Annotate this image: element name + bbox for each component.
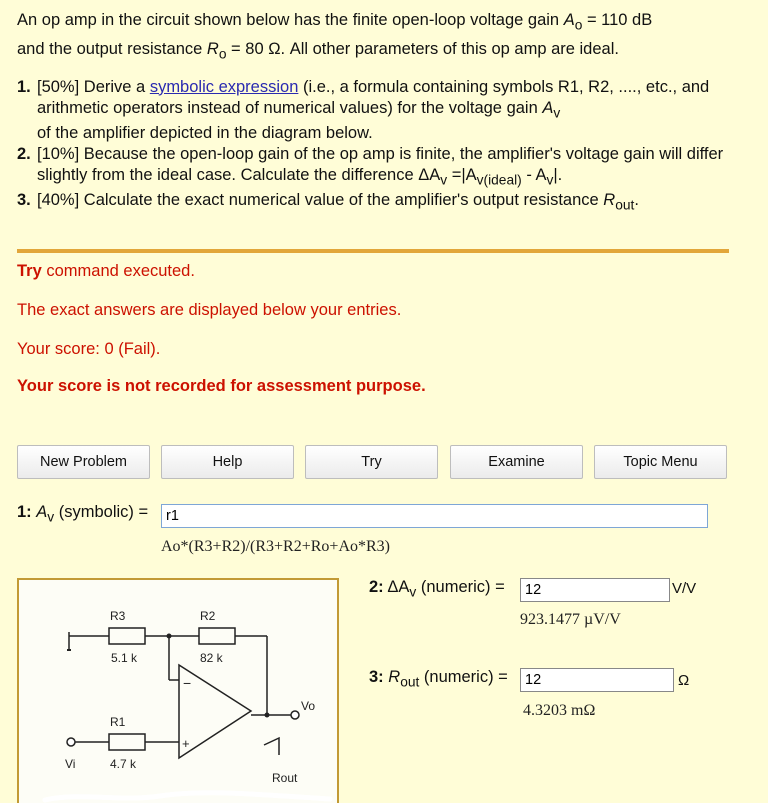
- resistor-r3: [109, 628, 145, 644]
- try-status-message: Try command executed.: [17, 262, 195, 280]
- circuit-diagram: [17, 578, 339, 803]
- symbolic-expression-link[interactable]: symbolic expression: [149, 77, 299, 96]
- task-3: 3. [40%] Calculate the exact numerical value of the amplifier's output resistance $R_{out}$.: [17, 191, 639, 213]
- r2-value: 82 k: [200, 651, 223, 665]
- task-list: [17, 77, 757, 216]
- r1-value: 4.7 k: [110, 757, 137, 771]
- new-problem-button[interactable]: New Problem: [17, 445, 150, 479]
- rout-label: Rout: [272, 771, 298, 785]
- vi-terminal: [67, 738, 75, 746]
- q3-answer-input[interactable]: [520, 668, 674, 692]
- noninverting-input-sign: +: [182, 736, 190, 751]
- q1-label: 1: $A_v$ (symbolic) =: [17, 503, 149, 525]
- q2-label: 2: $\Delta A_v$ (numeric) =: [369, 578, 505, 600]
- q2-exact-answer: 923.1477 µV/V: [520, 611, 621, 628]
- help-button[interactable]: Help: [161, 445, 294, 479]
- circuit-schematic: [19, 580, 339, 803]
- q3-exact-answer: 4.3203 mΩ: [523, 702, 596, 719]
- problem-statement: [17, 8, 757, 215]
- r1-label: R1: [110, 715, 126, 729]
- resistor-r2: [199, 628, 235, 644]
- vi-label: Vi: [65, 757, 76, 771]
- r3-value: 5.1 k: [111, 651, 138, 665]
- exact-answers-message: The exact answers are displayed below your entries.: [17, 301, 402, 319]
- problem-intro-line-2: and the output resistance $R_o = 80$ Ω. All other parameters of this op amp are ideal.: [17, 40, 619, 62]
- q1-answer-input[interactable]: [161, 504, 708, 528]
- rout-arrow: [264, 738, 279, 755]
- vo-label: Vo: [301, 699, 316, 713]
- not-recorded-message: Your score is not recorded for assessment purpose.: [17, 377, 426, 395]
- r2-label: R2: [200, 609, 216, 623]
- q1-exact-answer: Ao*(R3+R2)/(R3+R2+Ro+Ao*R3): [161, 538, 390, 555]
- q3-unit: Ω: [678, 672, 690, 689]
- task-2: 2. [10%] Because the open-loop gain of the op amp is finite, the amplifier's voltage gain will differ slightly from the ideal case. Calculate the difference $\Delta A_v =|A_{v(ideal)} - A_v|$.: [17, 144, 724, 188]
- resistor-r1: [109, 734, 145, 750]
- examine-button[interactable]: Examine: [450, 445, 583, 479]
- q2-unit: V/V: [672, 580, 697, 597]
- score-message: Your score: 0 (Fail).: [17, 340, 161, 358]
- vo-terminal: [291, 711, 299, 719]
- topic-menu-button[interactable]: Topic Menu: [594, 445, 727, 479]
- separator-bar: [17, 249, 729, 253]
- inverting-input-sign: −: [183, 675, 192, 691]
- task-1: 1. [50%] Derive a symbolic expression (i.e., a formula containing symbols R1, R2, ...., etc., and arithmetic operators instead of numerical values) for the voltage gain $A_v$ of the amplifier depicted in the diagram below.: [17, 77, 710, 142]
- r3-label: R3: [110, 609, 126, 623]
- q2-answer-input[interactable]: [520, 578, 670, 602]
- q3-label: 3: $R_{out}$ (numeric) =: [369, 668, 508, 690]
- problem-intro-line-1: An op amp in the circuit shown below has the finite open-loop voltage gain $A_o = 110$ dB: [17, 11, 653, 33]
- try-button[interactable]: Try: [305, 445, 438, 479]
- scribble-mark: [40, 790, 340, 803]
